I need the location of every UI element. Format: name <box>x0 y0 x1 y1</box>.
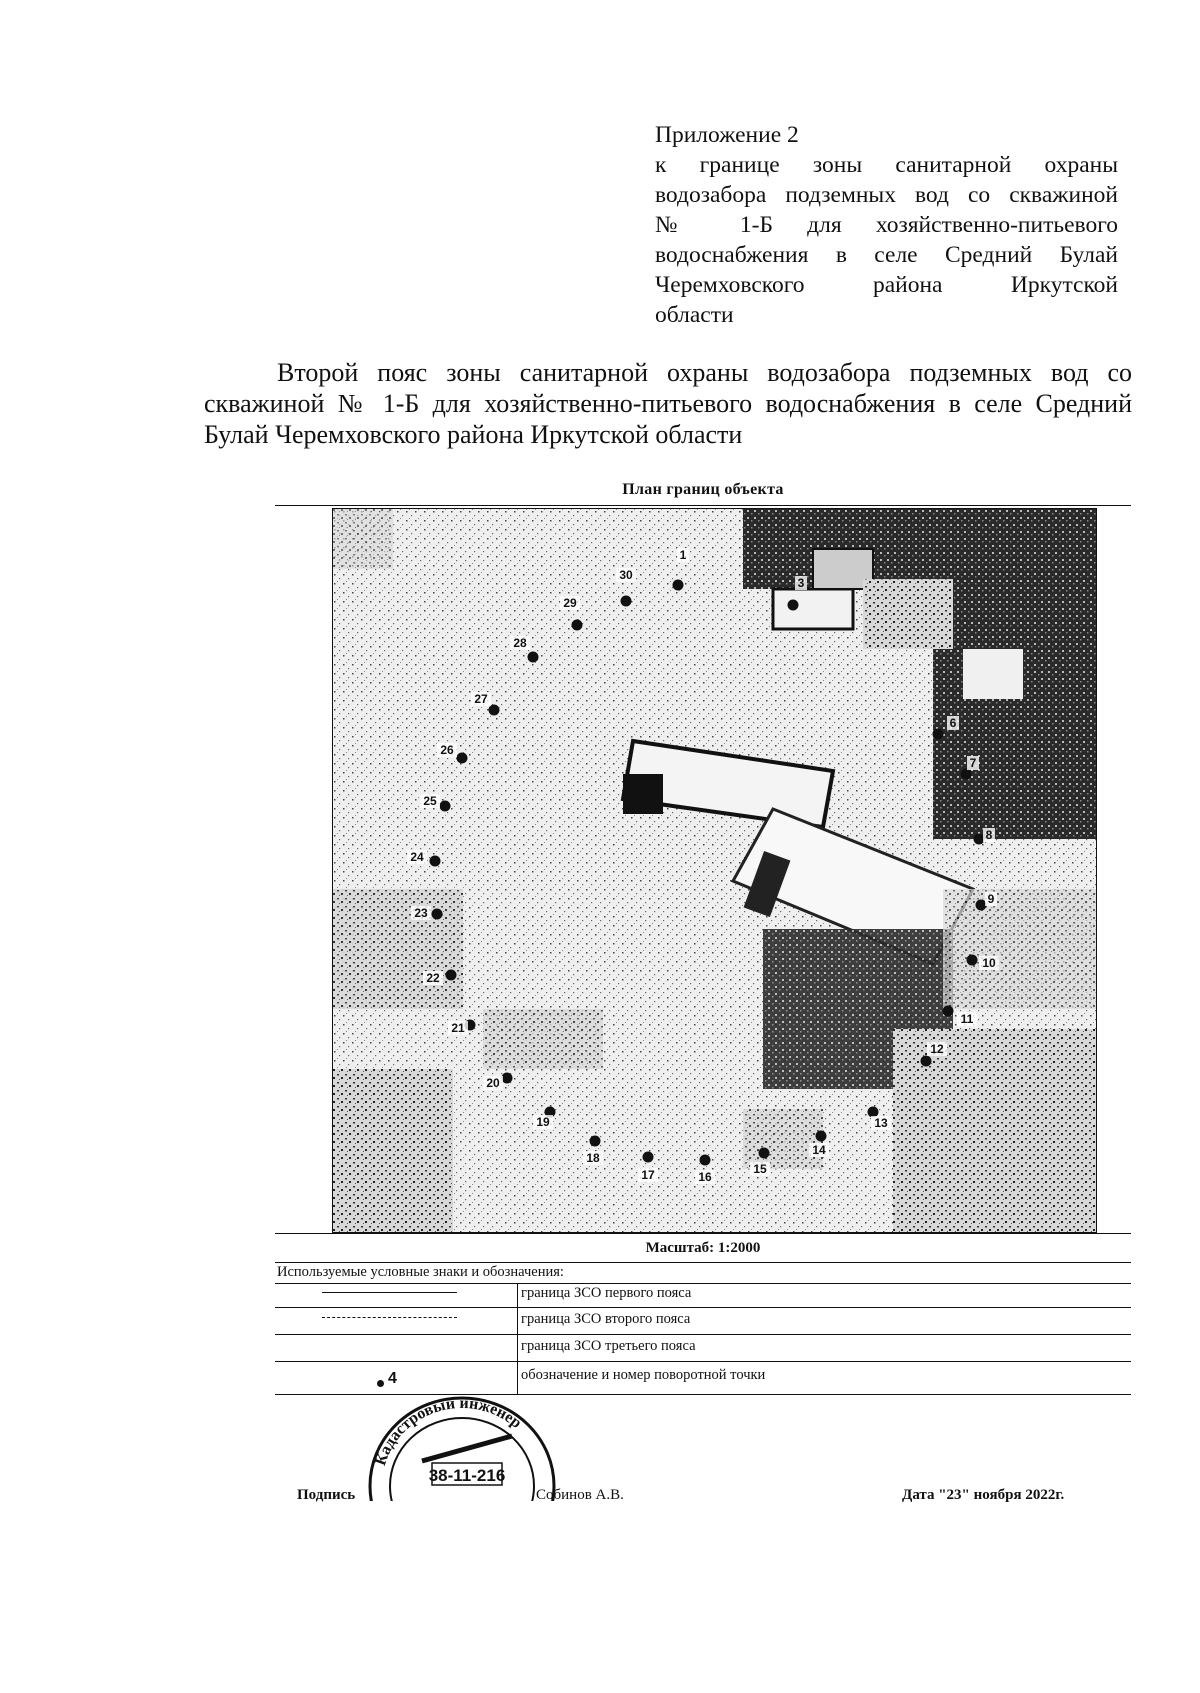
appendix-line: к границе зоны санитарной охраны <box>655 152 1118 178</box>
turning-point-label: 21 <box>451 1021 465 1035</box>
plan-bottom-rule <box>275 1233 1131 1234</box>
turning-point-label: 7 <box>969 756 977 770</box>
turning-point-6 <box>933 729 944 740</box>
document-heading: Второй пояс зоны санитарной охраны водозабора подземных вод со скважиной № 1-Б для хозяйственно-питьевого водоснабжения в селе Средний Булай Черемховского района Иркутской области <box>204 358 1132 449</box>
turning-point-16 <box>700 1155 711 1166</box>
appendix-line: области <box>655 302 734 328</box>
turning-point-20 <box>502 1073 513 1084</box>
appendix-line: водозабора подземных вод со скважиной <box>655 182 1118 208</box>
turning-point-label: 13 <box>874 1116 888 1130</box>
legend-rule <box>275 1334 1131 1335</box>
legend-point-example: 4 <box>388 1370 397 1387</box>
legend-item-turning-point: обозначение и номер поворотной точки <box>521 1367 766 1383</box>
turning-point-17 <box>643 1152 654 1163</box>
turning-point-18 <box>590 1136 601 1147</box>
turning-point-label: 18 <box>586 1151 600 1165</box>
legend-symbol-second-belt <box>322 1317 457 1318</box>
turning-point-10 <box>967 955 978 966</box>
svg-text:Кадастровый инженер <box>372 1395 525 1468</box>
turning-point-label: 22 <box>426 971 440 985</box>
turning-point-label: 17 <box>641 1168 655 1182</box>
turning-point-label: 3 <box>797 576 805 590</box>
turning-point-15 <box>759 1148 770 1159</box>
turning-point-label: 12 <box>930 1042 944 1056</box>
legend-item-second-belt: граница ЗСО второго пояса <box>521 1311 691 1327</box>
legend-rule <box>275 1361 1131 1362</box>
turning-point-label: 9 <box>987 892 995 906</box>
turning-point-label: 14 <box>812 1143 826 1157</box>
stamp-graphic <box>362 1391 562 1501</box>
legend-title: Используемые условные знаки и обозначения: <box>277 1264 564 1280</box>
turning-point-23 <box>432 909 443 920</box>
appendix-line: Приложение 2 <box>655 122 799 148</box>
legend-rule <box>275 1283 1131 1284</box>
cadastral-engineer-stamp <box>362 1391 562 1506</box>
turning-point-label: 25 <box>423 794 437 808</box>
appendix-line: водоснабжения в селе Средний Булай <box>655 242 1118 268</box>
turning-point-label: 15 <box>753 1162 767 1176</box>
plan-scale: Масштаб: 1:2000 <box>645 1240 761 1256</box>
legend-column-divider <box>517 1283 518 1395</box>
turning-point-label: 11 <box>960 1012 974 1026</box>
turning-point-9 <box>976 900 987 911</box>
legend-rule <box>275 1307 1131 1308</box>
turning-point-label: 1 <box>679 548 687 562</box>
turning-point-label: 26 <box>440 743 454 757</box>
turning-point-label: 6 <box>949 716 957 730</box>
turning-point-14 <box>816 1131 827 1142</box>
legend-symbol-first-belt <box>322 1292 457 1293</box>
legend-item-third-belt: граница ЗСО третьего пояса <box>521 1338 696 1354</box>
plan-title: План границ объекта <box>622 481 784 498</box>
turning-point-28 <box>528 652 539 663</box>
signature-name: Собинов А.В. <box>536 1487 624 1503</box>
turning-point-label: 24 <box>410 850 424 864</box>
turning-point-26 <box>457 753 468 764</box>
turning-point-label: 23 <box>414 906 428 920</box>
stamp-arc-text: Кадастровый инженер <box>372 1394 525 1468</box>
signature-label: Подпись <box>297 1487 356 1503</box>
appendix-line: № 1-Б для хозяйственно-питьевого <box>655 212 1118 238</box>
turning-point-label: 28 <box>513 636 527 650</box>
turning-point-24 <box>430 856 441 867</box>
turning-point-label: 27 <box>474 692 488 706</box>
turning-point-30 <box>621 596 632 607</box>
stamp-number: 38-11-216 <box>428 1466 506 1485</box>
turning-point-label: 29 <box>563 596 577 610</box>
legend-item-first-belt: граница ЗСО первого пояса <box>521 1285 692 1301</box>
turning-point-label: 20 <box>486 1076 500 1090</box>
turning-point-12 <box>921 1056 932 1067</box>
turning-point-25 <box>440 801 451 812</box>
appendix-line: Черемховского района Иркутской <box>655 272 1118 298</box>
turning-point-label: 16 <box>698 1170 712 1184</box>
turning-point-22 <box>446 970 457 981</box>
plan-map <box>332 508 1097 1233</box>
legend-top-rule <box>275 1262 1131 1263</box>
turning-point-27 <box>489 705 500 716</box>
turning-point-8 <box>974 834 985 845</box>
turning-point-label: 10 <box>982 956 996 970</box>
signature-date: Дата "23" ноября 2022г. <box>902 1487 1065 1503</box>
turning-point-label: 19 <box>536 1115 550 1129</box>
legend-point-icon <box>377 1380 384 1387</box>
turning-point-7 <box>961 769 972 780</box>
turning-point-label: 30 <box>619 568 633 582</box>
appendix-block <box>655 120 1118 330</box>
plan-top-rule <box>275 505 1131 506</box>
turning-point-3 <box>788 600 799 611</box>
turning-point-11 <box>943 1006 954 1017</box>
turning-point-1 <box>673 580 684 591</box>
turning-point-29 <box>572 620 583 631</box>
turning-point-label: 8 <box>985 828 993 842</box>
